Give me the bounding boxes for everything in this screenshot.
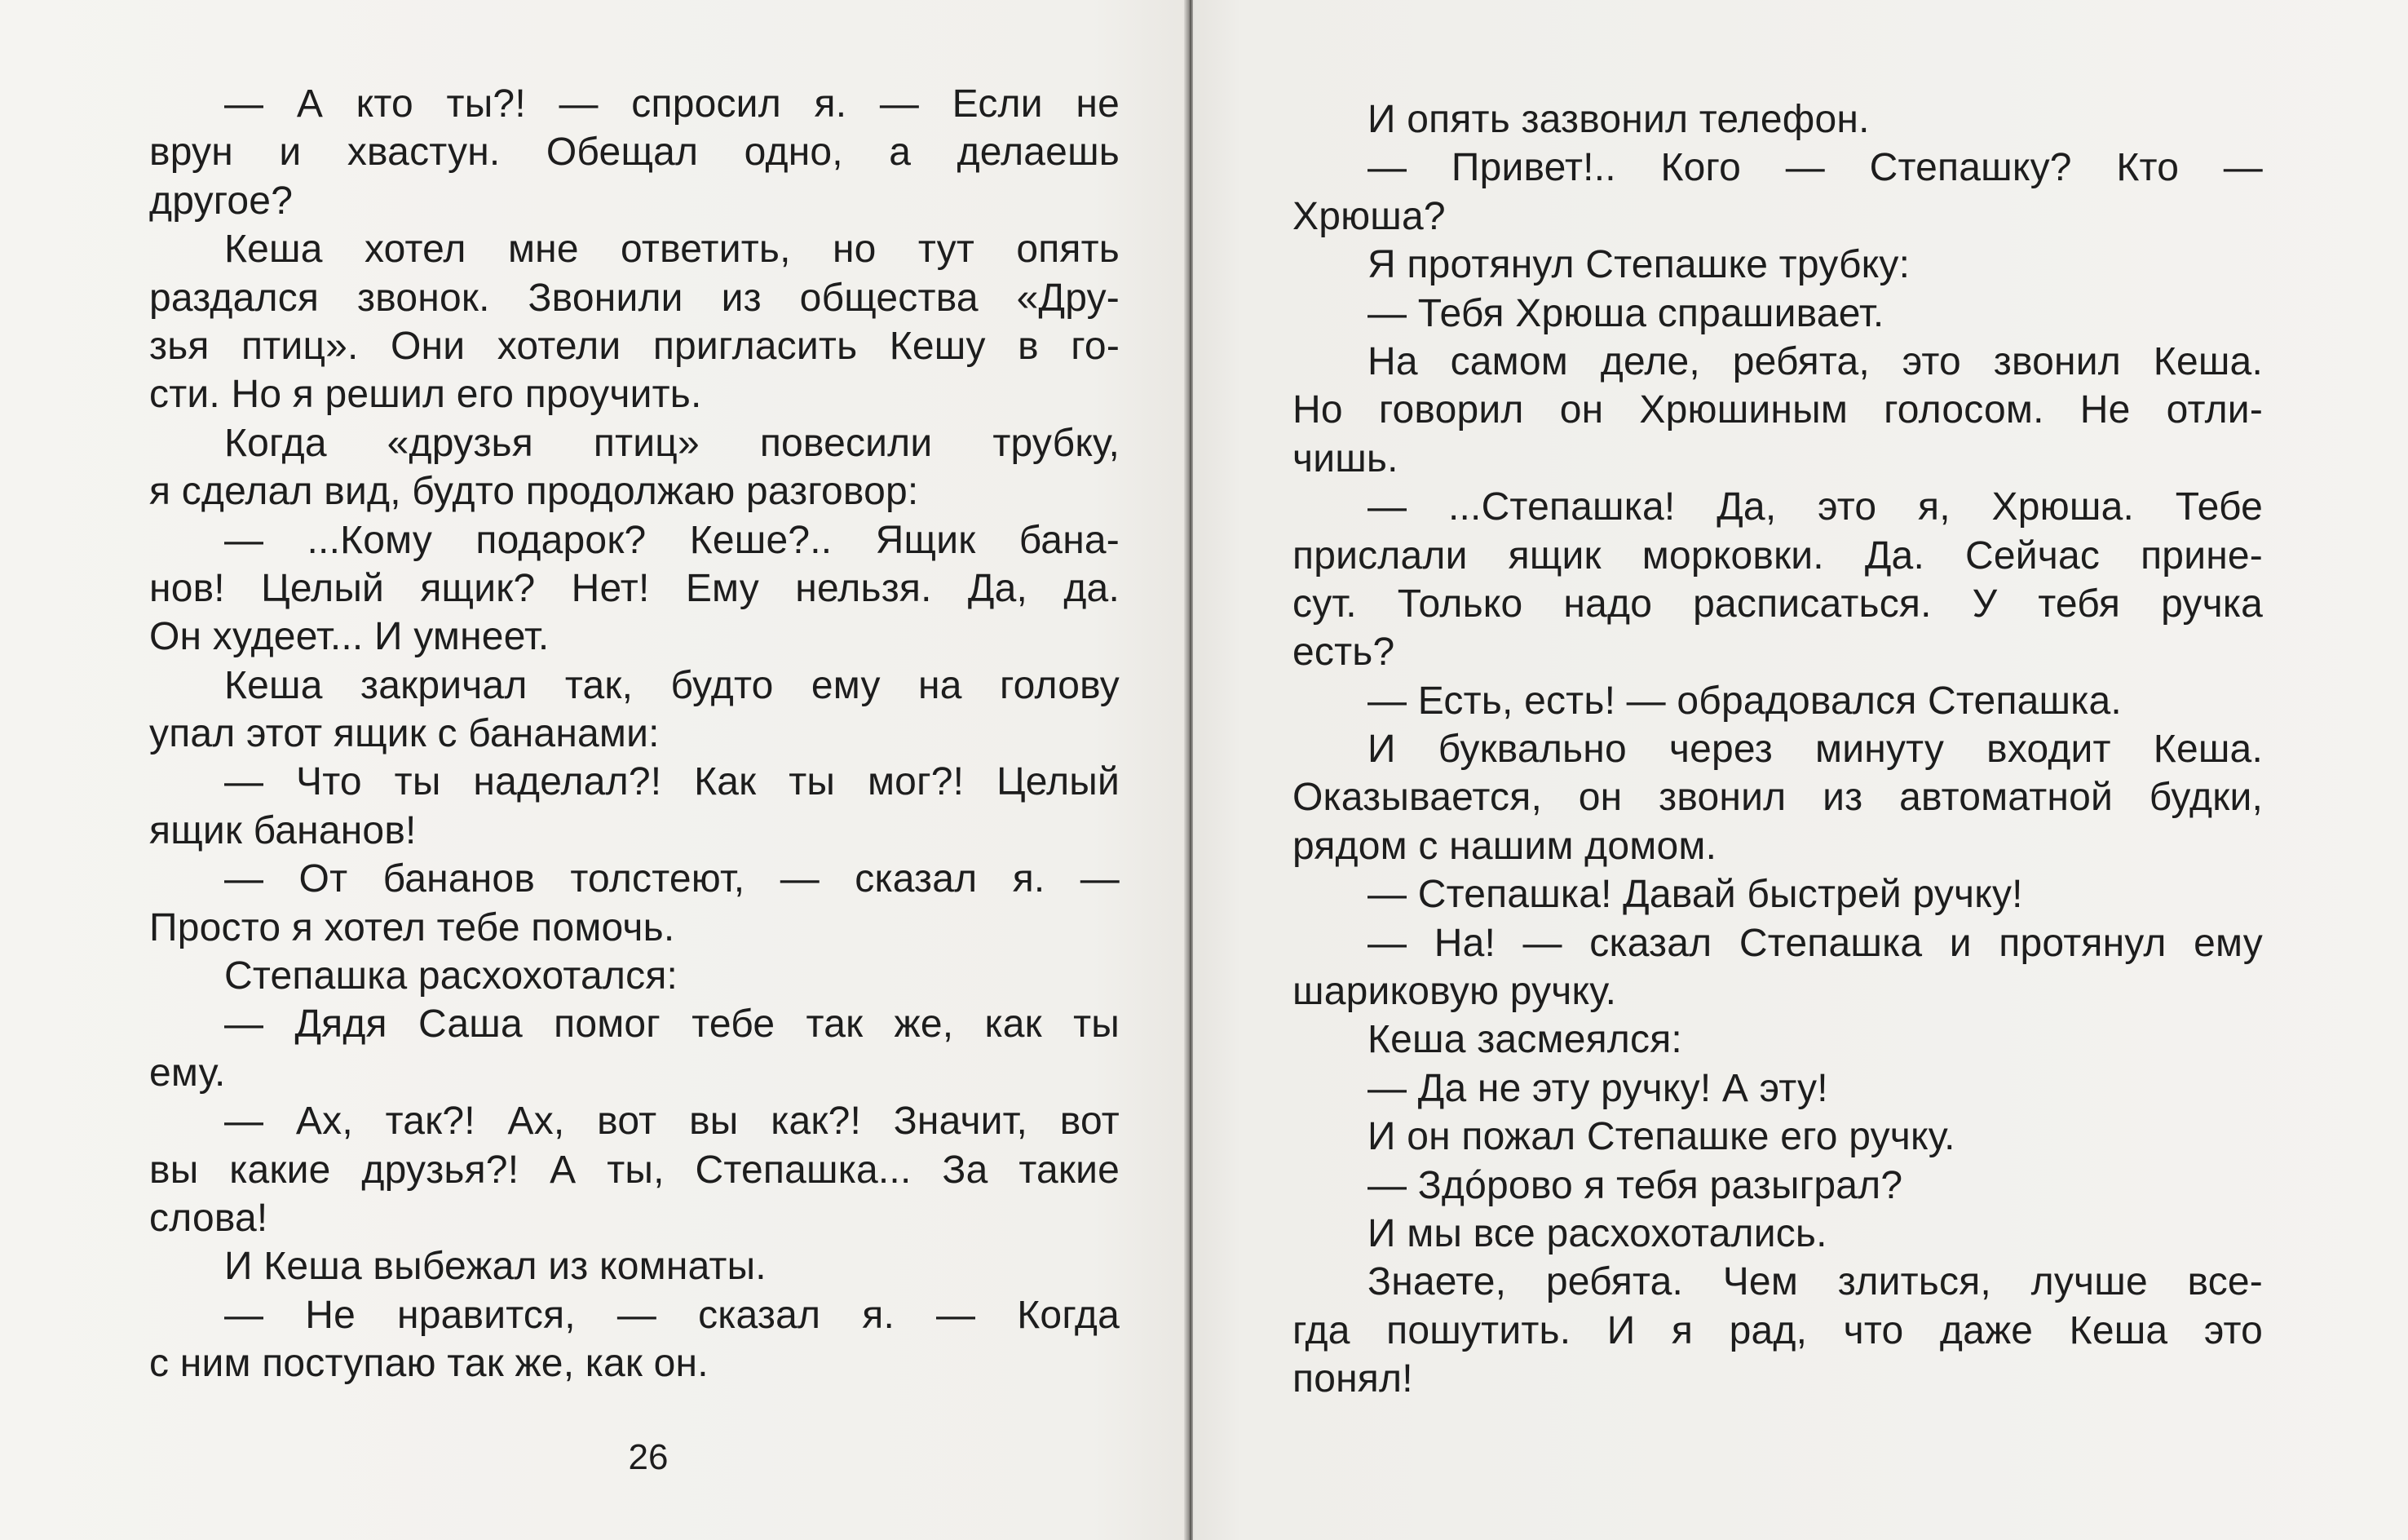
text-line: — От бананов толстеют, — сказал я. — [224, 857, 1120, 901]
text-line: — Ах, так?! Ах, вот вы как?! Значит, вот [224, 1100, 1120, 1144]
text-line: сти. Но я решил его проучить. [149, 373, 702, 417]
text-line: Я протянул Степашке трубку: [1367, 243, 1911, 287]
text-line: — Дядя Саша помог тебе так же, как ты [224, 1002, 1120, 1047]
text-line: — Тебя Хрюша спрашивает. [1367, 291, 1884, 335]
text-line: вы какие друзья?! А ты, Степашка... За такие [149, 1148, 1120, 1192]
text-line: прислали ящик морковки. Да. Сейчас прине- [1292, 533, 2263, 578]
text-line: я сделал вид, будто продолжаю разговор: [149, 470, 919, 514]
text-line: — А кто ты?! — спросил я. — Если не [224, 82, 1120, 126]
text-line: сут. Только надо расписаться. У тебя ручка [1292, 582, 2263, 626]
page-number: 26 [628, 1437, 669, 1477]
text-line: раздался звонок. Звонили из общества «Дру- [149, 276, 1120, 320]
text-line: другое? [149, 179, 294, 223]
text-line: И мы все расхохотались. [1367, 1211, 1827, 1255]
text-line: — Что ты наделал?! Как ты мог?! Целый [224, 760, 1120, 804]
left-page-text [149, 80, 1120, 1388]
text-line: зья птиц». Они хотели пригласить Кешу в го- [149, 324, 1120, 368]
text-line: чишь. [1292, 436, 1398, 480]
text-line: — Здóрово я тебя разыграл? [1367, 1163, 1903, 1207]
text-line: Кеша закричал так, будто ему на голову [224, 663, 1120, 707]
text-line: гда пошутить. И я рад, что даже Кеша это [1292, 1308, 2263, 1352]
text-line: Знаете, ребята. Чем злиться, лучше все- [1367, 1260, 2263, 1304]
right-page-text [1292, 95, 2263, 1404]
text-line: — Привет!.. Кого — Степашку? Кто — [1367, 146, 2263, 190]
text-line: Но говорил он Хрюшиным голосом. Не отли- [1292, 388, 2263, 432]
text-line: И буквально через минуту входит Кеша. [1367, 728, 2263, 772]
text-line: И Кеша выбежал из комнаты. [224, 1245, 767, 1289]
text-line: врун и хвастун. Обещал одно, а делаешь [149, 131, 1120, 175]
text-line: Хрюша? [1292, 194, 1446, 238]
text-line: понял! [1292, 1357, 1413, 1401]
text-line: Степашка расхохотался: [224, 954, 678, 998]
text-line: Он худеет... И умнеет. [149, 615, 550, 659]
text-line: рядом с нашим домом. [1292, 824, 1717, 868]
text-line: с ним поступаю так же, как он. [149, 1342, 709, 1386]
text-line: — На! — сказал Степашка и протянул ему [1367, 921, 2263, 965]
text-line: — ...Кому подарок? Кеше?.. Ящик бана- [224, 518, 1120, 562]
text-line: — Есть, есть! — обрадовался Степашка. [1367, 679, 2122, 723]
text-line: упал этот ящик с бананами: [149, 712, 660, 756]
text-line: ящик бананов! [149, 808, 417, 852]
text-line: Оказывается, он звонил из автоматной будки, [1292, 776, 2263, 820]
text-line: — Степашка! Давай быстрей ручку! [1367, 873, 2023, 917]
text-line: Когда «друзья птиц» повесили трубку, [224, 421, 1120, 465]
text-line: — ...Степашка! Да, это я, Хрюша. Тебе [1367, 485, 2263, 529]
text-line: шариковую ручку. [1292, 970, 1617, 1014]
text-line: слова! [149, 1196, 268, 1240]
text-line: Кеша хотел мне ответить, но тут опять [224, 228, 1120, 272]
left-page [0, 0, 1186, 1540]
text-line: ему. [149, 1051, 226, 1095]
right-page [1193, 0, 2408, 1540]
text-line: нов! Целый ящик? Нет! Ему нельзя. Да, да. [149, 566, 1120, 610]
text-line: И опять зазвонил телефон. [1367, 98, 1870, 141]
text-line: На самом деле, ребята, это звонил Кеша. [1367, 339, 2263, 383]
text-line: есть? [1292, 631, 1395, 675]
text-line: Кеша засмеялся: [1367, 1018, 1682, 1062]
text-line: И он пожал Степашке его ручку. [1367, 1115, 1955, 1159]
text-line: — Да не эту ручку! А эту! [1367, 1066, 1828, 1110]
text-line: — Не нравится, — сказал я. — Когда [224, 1293, 1120, 1337]
text-line: Просто я хотел тебе помочь. [149, 905, 675, 949]
